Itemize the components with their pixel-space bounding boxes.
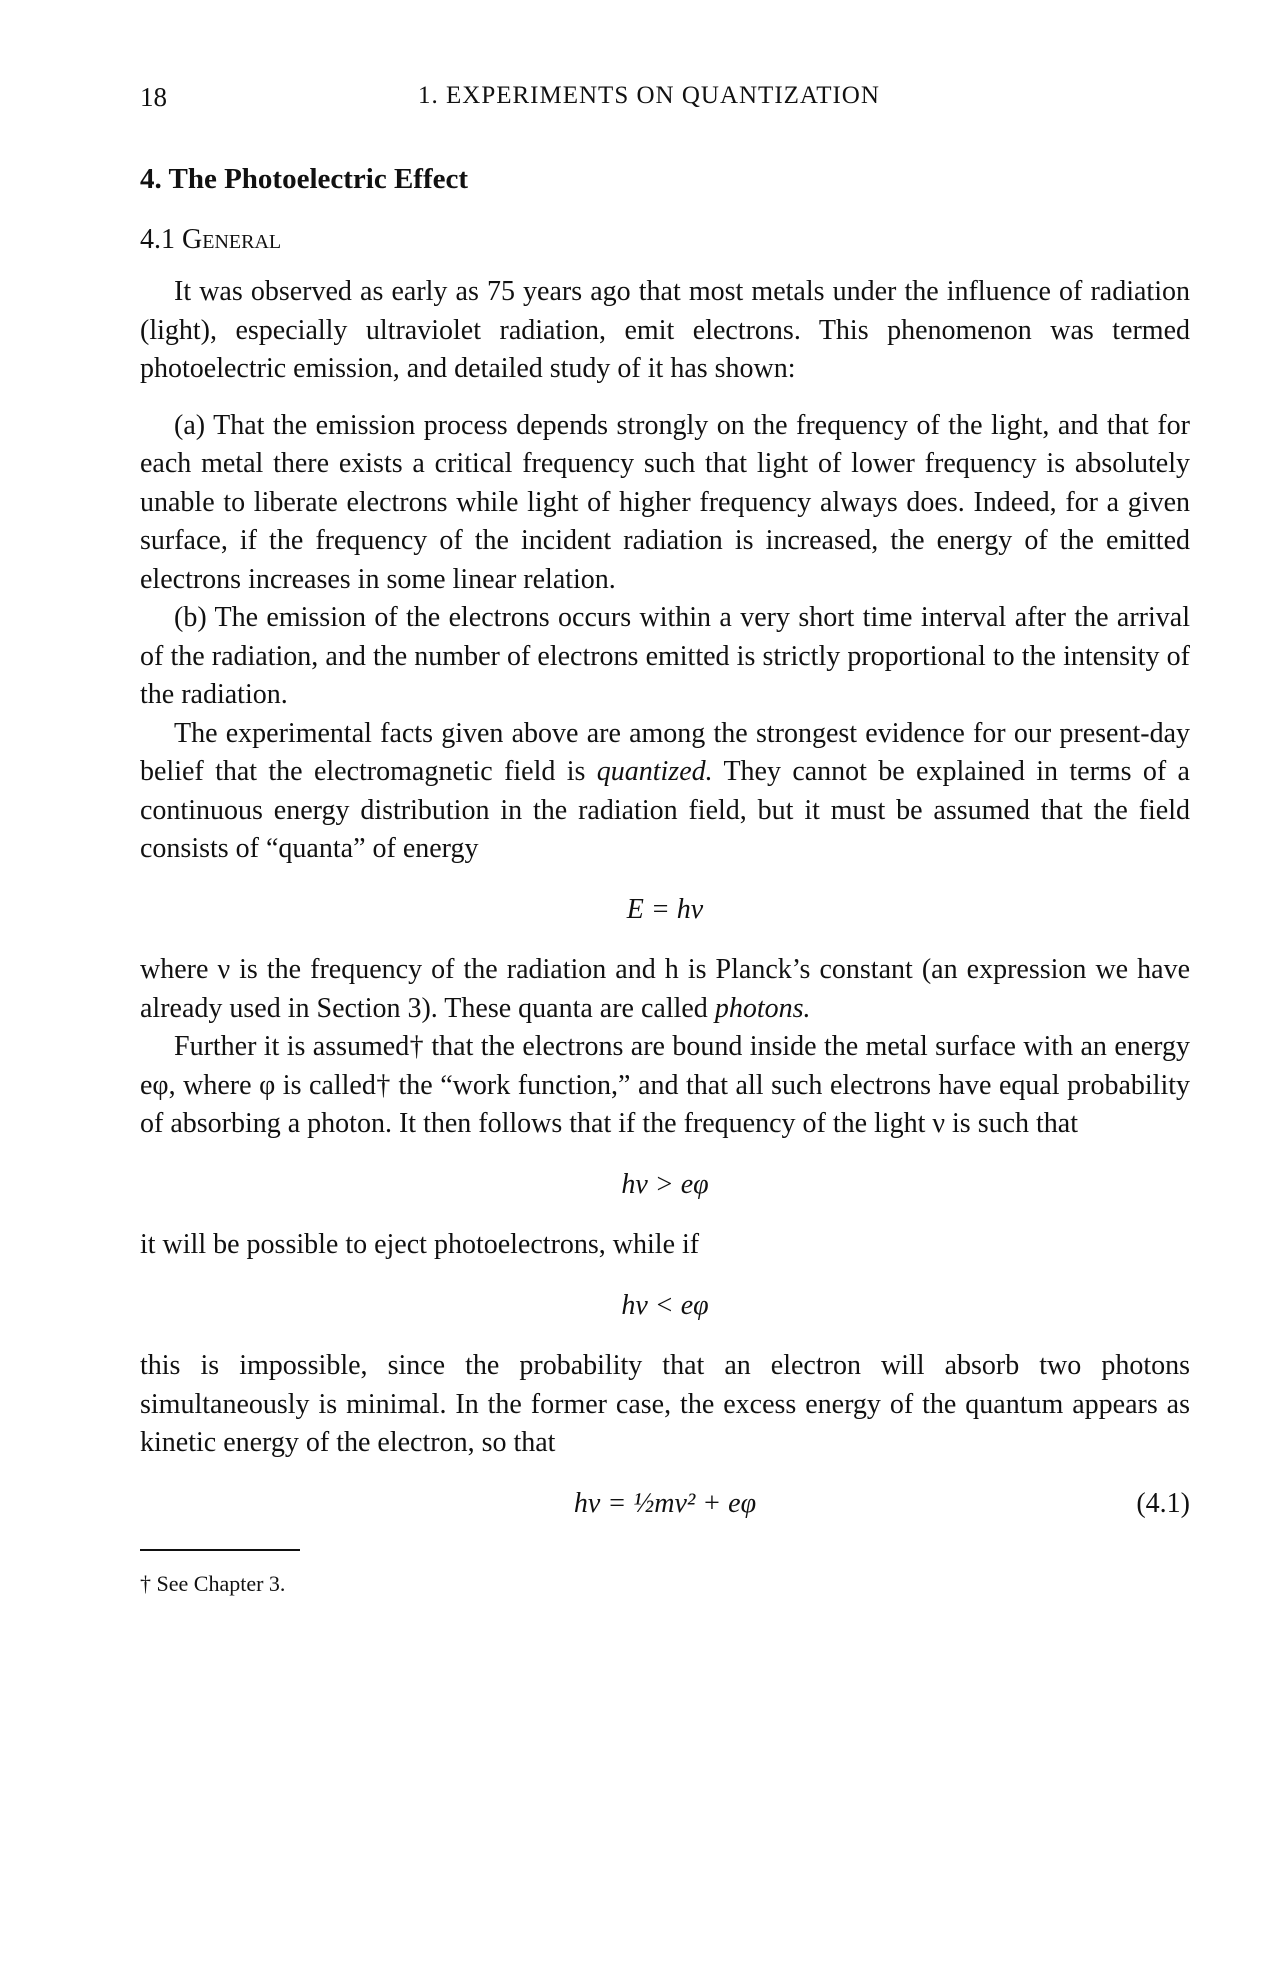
equation-greater: hν > eφ (621, 1168, 709, 1200)
paragraph-impossible: this is impossible, since the probability that an electron will absorb two photons simultaneously is minimal. In the former case, the excess energy of the quantum appears as kinetic energy of the electron, so that (140, 1350, 1190, 1458)
evidence-text-end: They cannot be explained in terms of a continuous energy distribution in the radiation field, but it must be assumed that the field consists of “quanta” of energy (140, 756, 1190, 864)
equation-less: hν < eφ (621, 1289, 709, 1321)
where-text: where ν is the frequency of the radiation and h is Planck’s constant (an expression we have already used in Section 3). These quanta are called (140, 954, 1190, 1024)
running-title: 1. EXPERIMENTS ON QUANTIZATION (418, 82, 880, 109)
evidence-emphasis: quantized. (596, 756, 713, 787)
paragraph-where (140, 951, 1190, 1028)
photons-emphasis: photons. (714, 992, 811, 1024)
footnote: † See Chapter 3. (140, 1571, 286, 1596)
subsection-heading: 4.1 General (140, 223, 282, 255)
paragraph-item-b: (b) The emission of the electrons occurs within a very short time interval after the arrival of the radiation, and the number of electrons emitted is strictly proportional to the intensity of the radiation. (140, 602, 1190, 710)
page-number: 18 (140, 82, 167, 112)
equation-4-1-expression: hν = ½mv² + eφ (573, 1487, 757, 1519)
footnote-rule (140, 1549, 300, 1551)
equation-photon-energy: E = hν (626, 893, 704, 925)
section-heading: 4. The Photoelectric Effect (140, 163, 469, 195)
paragraph-item-a: (a) That the emission process depends strongly on the frequency of the light, and that for each metal there exists a critical frequency such that light of lower frequency is absolutely unable to liberate electrons while light of higher frequency always does. Indeed, for a given surface, if the frequency of the incident radiation is increased, the energy of the emitted electrons increases in some linear relation. (140, 409, 1190, 595)
paragraph-work-function: Further it is assumed† that the electrons are bound inside the metal surface with an energy eφ, where φ is called† the “work function,” and that all such electrons have equal probability of absorbing a photon. It then follows that if the frequency of the light ν is such that (140, 1031, 1190, 1139)
paragraph-evidence (140, 715, 1190, 869)
equation-number: (4.1) (1136, 1487, 1190, 1519)
paragraph-eject: it will be possible to eject photoelectrons, while if (140, 1229, 700, 1260)
paragraph-intro: It was observed as early as 75 years ago that most metals under the influence of radiation (light), especially ultraviolet radiation, emit electrons. This phenomenon was termed photoelectric emission, and detailed study of it has shown: (140, 276, 1190, 384)
equation-4-1 (140, 1485, 1190, 1524)
page-header (140, 82, 1190, 122)
page-content (140, 160, 1190, 1604)
evidence-text-start: The experimental facts given above are among the strongest evidence for our present-day belief that the electromagnetic field is (140, 717, 1190, 787)
